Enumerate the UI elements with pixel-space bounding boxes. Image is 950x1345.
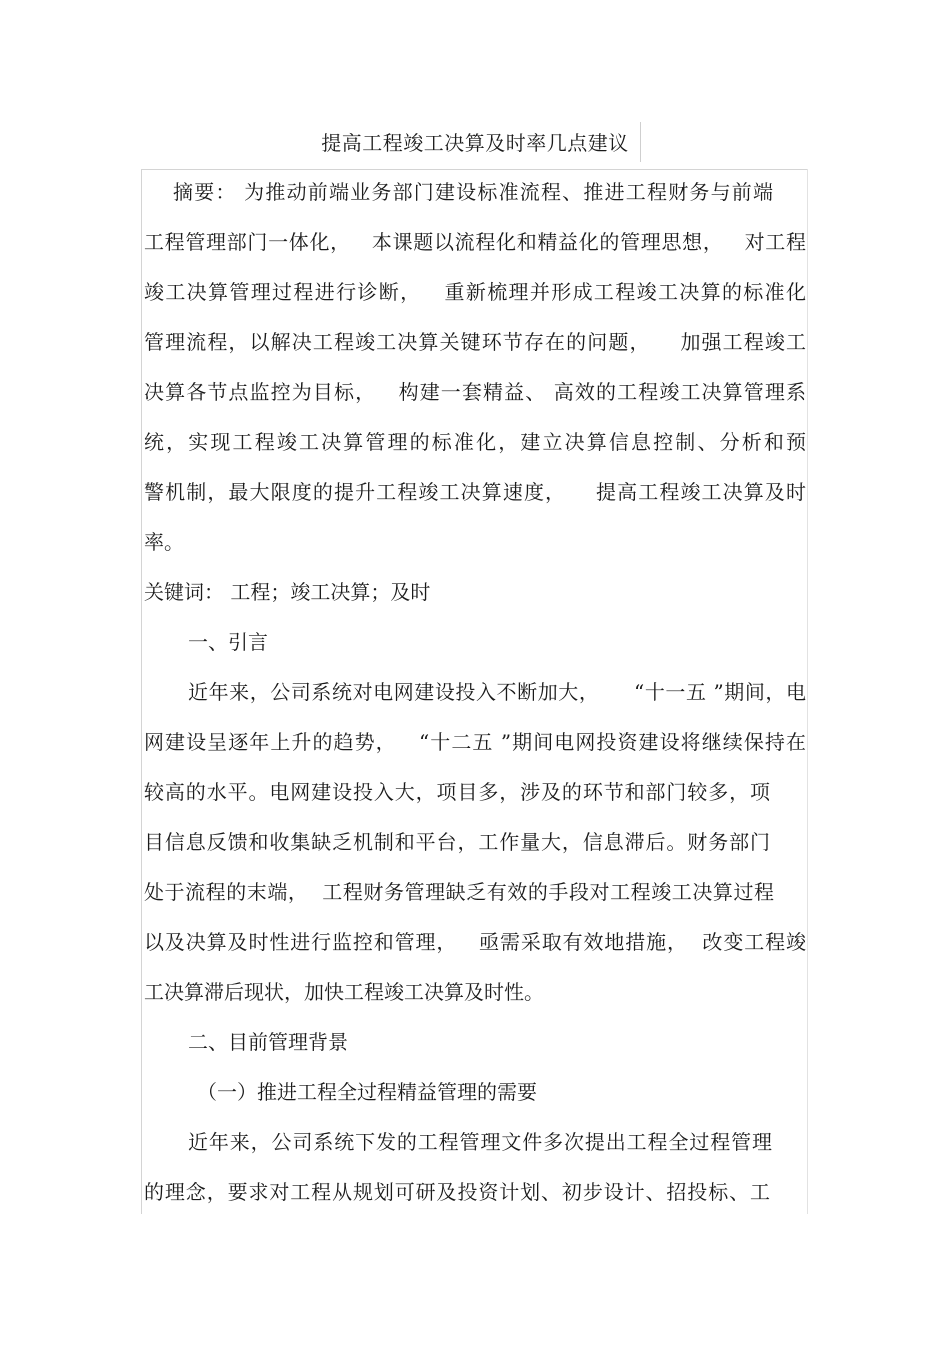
abstract-line-3: 竣工决算管理过程进行诊断， 重新梳理并形成工程竣工决算的标准化 <box>144 280 806 304</box>
body-line-6: 以及决算及时性进行监控和管理， 亟需采取有效地措施， 改变工程竣 <box>144 930 806 954</box>
body-line-3: 较高的水平。电网建设投入大，项目多，涉及的环节和部门较多，项 <box>144 780 770 804</box>
section-heading-intro: 一、引言 <box>188 630 268 654</box>
body-line-4: 目信息反馈和收集缺乏机制和平台，工作量大，信息滞后。财务部门 <box>144 830 770 854</box>
body-line-1: 近年来，公司系统对电网建设投入不断加大， “十一五 ”期间，电 <box>188 680 806 704</box>
abstract-line-5: 决算各节点监控为目标， 构建一套精益、 高效的工程竣工决算管理系 <box>144 380 806 404</box>
body-line-7: 工决算滞后现状，加快工程竣工决算及时性。 <box>144 980 544 1004</box>
abstract-line-8: 率。 <box>144 530 184 554</box>
abstract-line-6: 统，实现工程竣工决算管理的标准化，建立决算信息控制、分析和预 <box>144 430 806 454</box>
document-title: 提高工程竣工决算及时率几点建议 <box>321 131 629 155</box>
body-line-5: 处于流程的末端， 工程财务管理缺乏有效的手段对工程竣工决算过程 <box>144 880 774 904</box>
section-heading-background: 二、目前管理背景 <box>188 1030 348 1054</box>
frame-top-border <box>141 169 808 170</box>
title-divider <box>640 122 641 162</box>
abstract-line-7: 警机制，最大限度的提升工程竣工决算速度， 提高工程竣工决算及时 <box>144 480 806 504</box>
keywords-line: 关键词： 工程；竣工决算；及时 <box>144 580 431 604</box>
body-line-2: 网建设呈逐年上升的趋势， “十二五 ”期间电网投资建设将继续保持在 <box>144 730 806 754</box>
frame-left-border <box>141 169 142 1214</box>
abstract-line-2: 工程管理部门一体化， 本课题以流程化和精益化的管理思想， 对工程 <box>144 230 806 254</box>
subsection-heading-1: （一）推进工程全过程精益管理的需要 <box>197 1080 537 1104</box>
abstract-line-4: 管理流程，以解决工程竣工决算关键环节存在的问题， 加强工程竣工 <box>144 330 806 354</box>
abstract-line-1: 摘要： 为推动前端业务部门建设标准流程、推进工程财务与前端 <box>173 180 773 204</box>
body-line-8: 近年来，公司系统下发的工程管理文件多次提出工程全过程管理 <box>188 1130 772 1154</box>
body-line-9: 的理念，要求对工程从规划可研及投资计划、初步设计、招投标、工 <box>144 1180 770 1204</box>
frame-right-border <box>807 169 808 1214</box>
